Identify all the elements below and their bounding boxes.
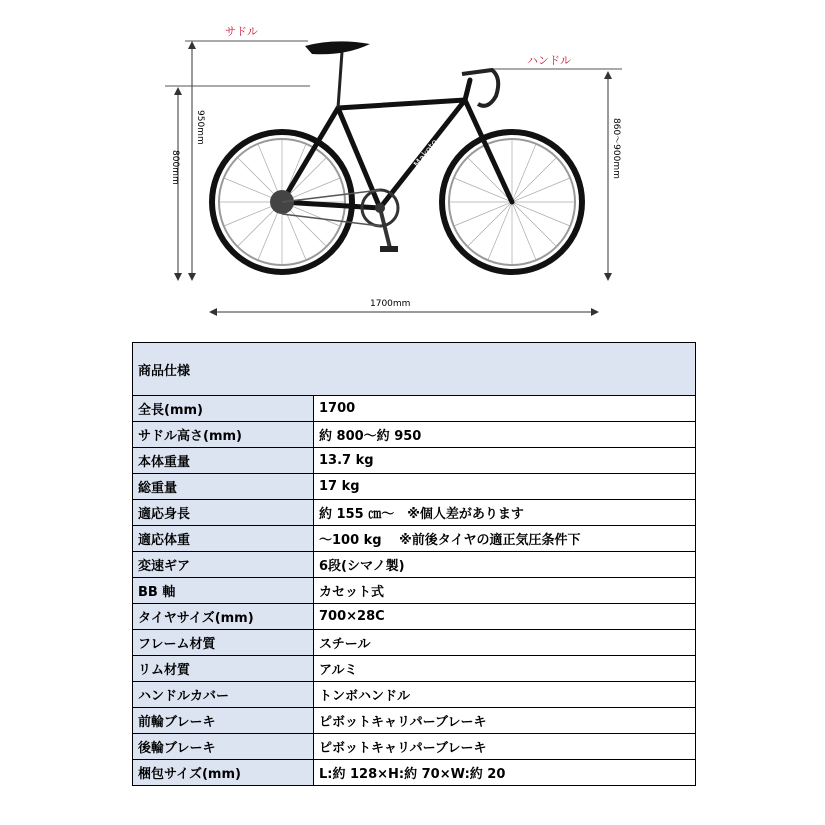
spec-row (133, 552, 696, 578)
length-label: 1700mm (370, 299, 411, 309)
saddle-height-min-label: 800mm (170, 150, 180, 185)
handle-height-label: 860～900mm (611, 118, 621, 179)
spec-key: 全長(mm) (133, 396, 314, 422)
spec-value: 6段(シマノ製) (314, 552, 696, 578)
spec-row (133, 474, 696, 500)
spec-value: 700×28C (314, 604, 696, 630)
spec-key: ハンドルカバー (133, 682, 314, 708)
spec-value: 13.7 kg (314, 448, 696, 474)
spec-key: サドル高さ(mm) (133, 422, 314, 448)
spec-key: BB 軸 (133, 578, 314, 604)
spec-row (133, 422, 696, 448)
spec-row (133, 708, 696, 734)
spec-table (132, 342, 696, 786)
spec-value: ピボットキャリパーブレーキ (314, 708, 696, 734)
spec-key: 適応身長 (133, 500, 314, 526)
bicycle-dimension-diagram (0, 0, 825, 330)
spec-row (133, 578, 696, 604)
spec-row (133, 682, 696, 708)
handle-label: ハンドル (527, 54, 571, 67)
spec-key: 変速ギア (133, 552, 314, 578)
spec-row (133, 630, 696, 656)
spec-value: トンボハンドル (314, 682, 696, 708)
saddle-label: サドル (225, 25, 258, 38)
spec-value: ～100 kg ※前後タイヤの適正気圧条件下 (314, 526, 696, 552)
spec-key: 梱包サイズ(mm) (133, 760, 314, 786)
brand-logo-text: Makoto (412, 137, 441, 170)
spec-table-title: 商品仕様 (133, 343, 696, 396)
spec-row (133, 396, 696, 422)
spec-row (133, 734, 696, 760)
spec-table-header-row (133, 343, 696, 396)
spec-value: カセット式 (314, 578, 696, 604)
spec-key: 適応体重 (133, 526, 314, 552)
spec-value: L:約 128×H:約 70×W:約 20 (314, 760, 696, 786)
spec-key: 前輪ブレーキ (133, 708, 314, 734)
spec-key: フレーム材質 (133, 630, 314, 656)
spec-value: 17 kg (314, 474, 696, 500)
saddle-height-max-label: 950mm (195, 110, 205, 145)
spec-key: タイヤサイズ(mm) (133, 604, 314, 630)
spec-value: 約 800～約 950 (314, 422, 696, 448)
bicycle-illustration (212, 41, 582, 272)
spec-key: リム材質 (133, 656, 314, 682)
spec-value: スチール (314, 630, 696, 656)
spec-key: 後輪ブレーキ (133, 734, 314, 760)
spec-value: 1700 (314, 396, 696, 422)
spec-value: アルミ (314, 656, 696, 682)
spec-row (133, 760, 696, 786)
spec-row (133, 604, 696, 630)
spec-row (133, 448, 696, 474)
spec-value: ピボットキャリパーブレーキ (314, 734, 696, 760)
spec-row (133, 526, 696, 552)
spec-key: 総重量 (133, 474, 314, 500)
spec-row (133, 656, 696, 682)
spec-key: 本体重量 (133, 448, 314, 474)
spec-row (133, 500, 696, 526)
spec-value: 約 155 ㎝～ ※個人差があります (314, 500, 696, 526)
